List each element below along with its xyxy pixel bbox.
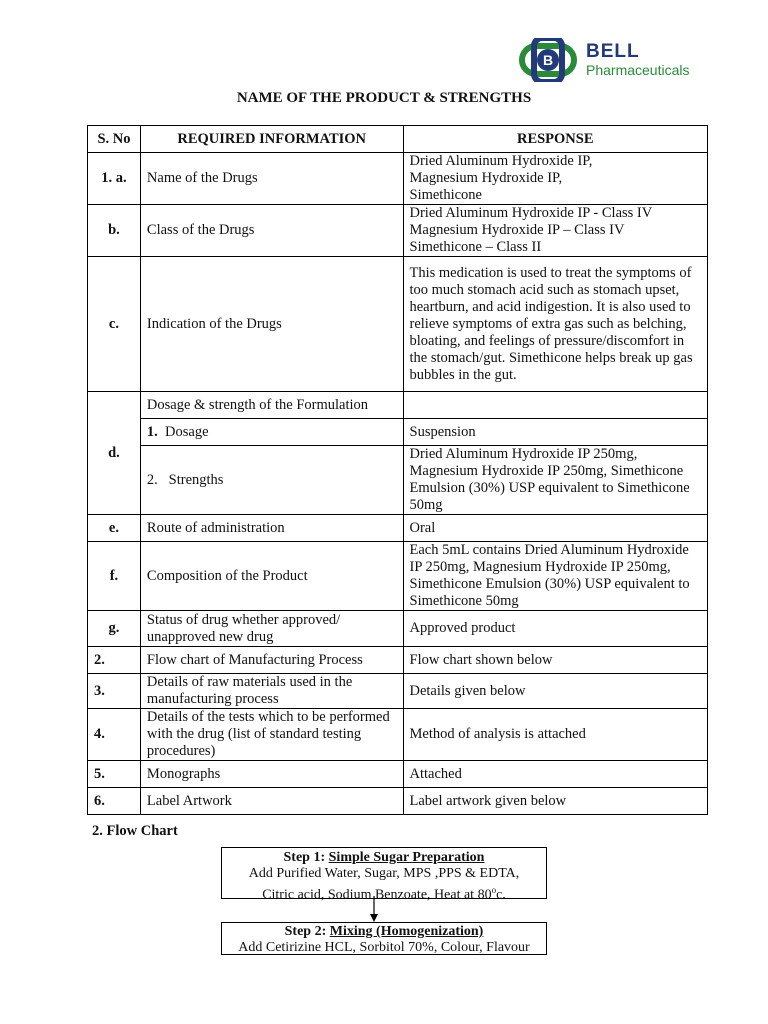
row-required: Status of drug whether approved/ unapproved new drug xyxy=(140,611,403,647)
col-header-response: RESPONSE xyxy=(403,126,708,153)
row-response: Dried Aluminum Hydroxide IP - Class IV Magnesium Hydroxide IP – Class IV Simethicone – Class II xyxy=(403,205,708,257)
row-required: Label Artwork xyxy=(140,788,403,815)
table-row xyxy=(88,542,708,611)
bell-logo-icon xyxy=(518,38,578,82)
row-sno: c. xyxy=(88,257,141,392)
flow-step-1-line1: Add Purified Water, Sugar, MPS ,PPS & EDTA, xyxy=(248,866,520,881)
row-response: Approved product xyxy=(403,611,708,647)
table-row xyxy=(88,446,708,515)
row-required: 2. Strengths xyxy=(140,446,403,515)
row-response: Dried Aluminum Hydroxide IP, Magnesium Hydroxide IP, Simethicone xyxy=(403,153,708,205)
flow-arrow-icon xyxy=(369,896,379,922)
row-sno: 5. xyxy=(88,761,141,788)
row-response: This medication is used to treat the symptoms of too much stomach acid such as stomach upset, heartburn, and acid indigestion. It is also used to relieve symptoms of extra gas such as belching, bloating, and feelings of pressure/discomfort in the stomach/gut. Simethicone helps break up gas bubbles in the gut. xyxy=(403,257,708,392)
flow-step-2-box: Step 2: Mixing (Homogenization) Add Cetirizine HCL, Sorbitol 70%, Colour, Flavour xyxy=(221,922,547,955)
page-title: NAME OF THE PRODUCT & STRENGTHS xyxy=(236,90,532,106)
row-sno: b. xyxy=(88,205,141,257)
row-response: Flow chart shown below xyxy=(403,647,708,674)
row-response: Method of analysis is attached xyxy=(403,709,708,761)
row-sno: f. xyxy=(88,542,141,611)
company-logo xyxy=(518,38,718,82)
row-required: Composition of the Product xyxy=(140,542,403,611)
row-required: Class of the Drugs xyxy=(140,205,403,257)
flow-step-2-title: Mixing (Homogenization) xyxy=(329,924,484,939)
row-required: Indication of the Drugs xyxy=(140,257,403,392)
flow-step-2-line1: Add Cetirizine HCL, Sorbitol 70%, Colour, Flavour xyxy=(238,940,530,955)
col-header-required-info: REQUIRED INFORMATION xyxy=(140,126,403,153)
logo-subtitle: Pharmaceuticals xyxy=(586,62,690,78)
table-row xyxy=(88,709,708,761)
flow-step-1-line2: Citric acid, Sodium Benzoate, Heat at 80$^o$c. xyxy=(262,885,506,903)
row-sno: e. xyxy=(88,515,141,542)
row-required: 1. Dosage xyxy=(140,419,403,446)
table-row xyxy=(88,761,708,788)
row-sno: 2. xyxy=(88,647,141,674)
row-sno: 6. xyxy=(88,788,141,815)
row-required: Monographs xyxy=(140,761,403,788)
flow-step-1-title: Simple Sugar Preparation xyxy=(328,850,485,865)
row-response: Attached xyxy=(403,761,708,788)
row-response: Oral xyxy=(403,515,708,542)
row-response: Label artwork given below xyxy=(403,788,708,815)
logo-name: BELL xyxy=(586,41,640,62)
row-response: Dried Aluminum Hydroxide IP 250mg, Magnesium Hydroxide IP 250mg, Simethicone Emulsion (30%) USP equivalent to Simethicone 50mg xyxy=(403,446,708,515)
row-required: Details of the tests which to be performed with the drug (list of standard testing procedures) xyxy=(140,709,403,761)
table-row xyxy=(88,257,708,392)
table-row xyxy=(88,419,708,446)
table-header-row xyxy=(88,126,708,153)
table-row xyxy=(88,392,708,419)
row-response: Each 5mL contains Dried Aluminum Hydroxide IP 250mg, Magnesium Hydroxide IP 250mg, Simethicone Emulsion (30%) USP equivalent to Simethicone 50mg xyxy=(403,542,708,611)
row-response: Details given below xyxy=(403,674,708,709)
row-required: Details of raw materials used in the manufacturing process xyxy=(140,674,403,709)
flow-chart-section-title: 2. Flow Chart xyxy=(92,823,178,839)
col-header-sno: S. No xyxy=(88,126,141,153)
row-required: Flow chart of Manufacturing Process xyxy=(140,647,403,674)
table-row xyxy=(88,788,708,815)
table-row xyxy=(88,647,708,674)
row-sno: 4. xyxy=(88,709,141,761)
row-required: Dosage & strength of the Formulation xyxy=(140,392,403,419)
product-info-table xyxy=(87,125,708,815)
row-response: Suspension xyxy=(403,419,708,446)
row-sno: 3. xyxy=(88,674,141,709)
row-sno: 1. a. xyxy=(88,153,141,205)
row-response xyxy=(403,392,708,419)
table-row xyxy=(88,205,708,257)
table-row xyxy=(88,611,708,647)
flow-step-1-box: Step 1: Simple Sugar Preparation Add Purified Water, Sugar, MPS ,PPS & EDTA, Citric acid, Sodium Benzoate, Heat at 80$^o$c. xyxy=(221,847,547,899)
row-required: Name of the Drugs xyxy=(140,153,403,205)
table-row xyxy=(88,515,708,542)
row-sno: g. xyxy=(88,611,141,647)
svg-text:B: B xyxy=(542,52,554,68)
table-row xyxy=(88,153,708,205)
table-row xyxy=(88,674,708,709)
row-sno: d. xyxy=(88,392,141,515)
row-required: Route of administration xyxy=(140,515,403,542)
